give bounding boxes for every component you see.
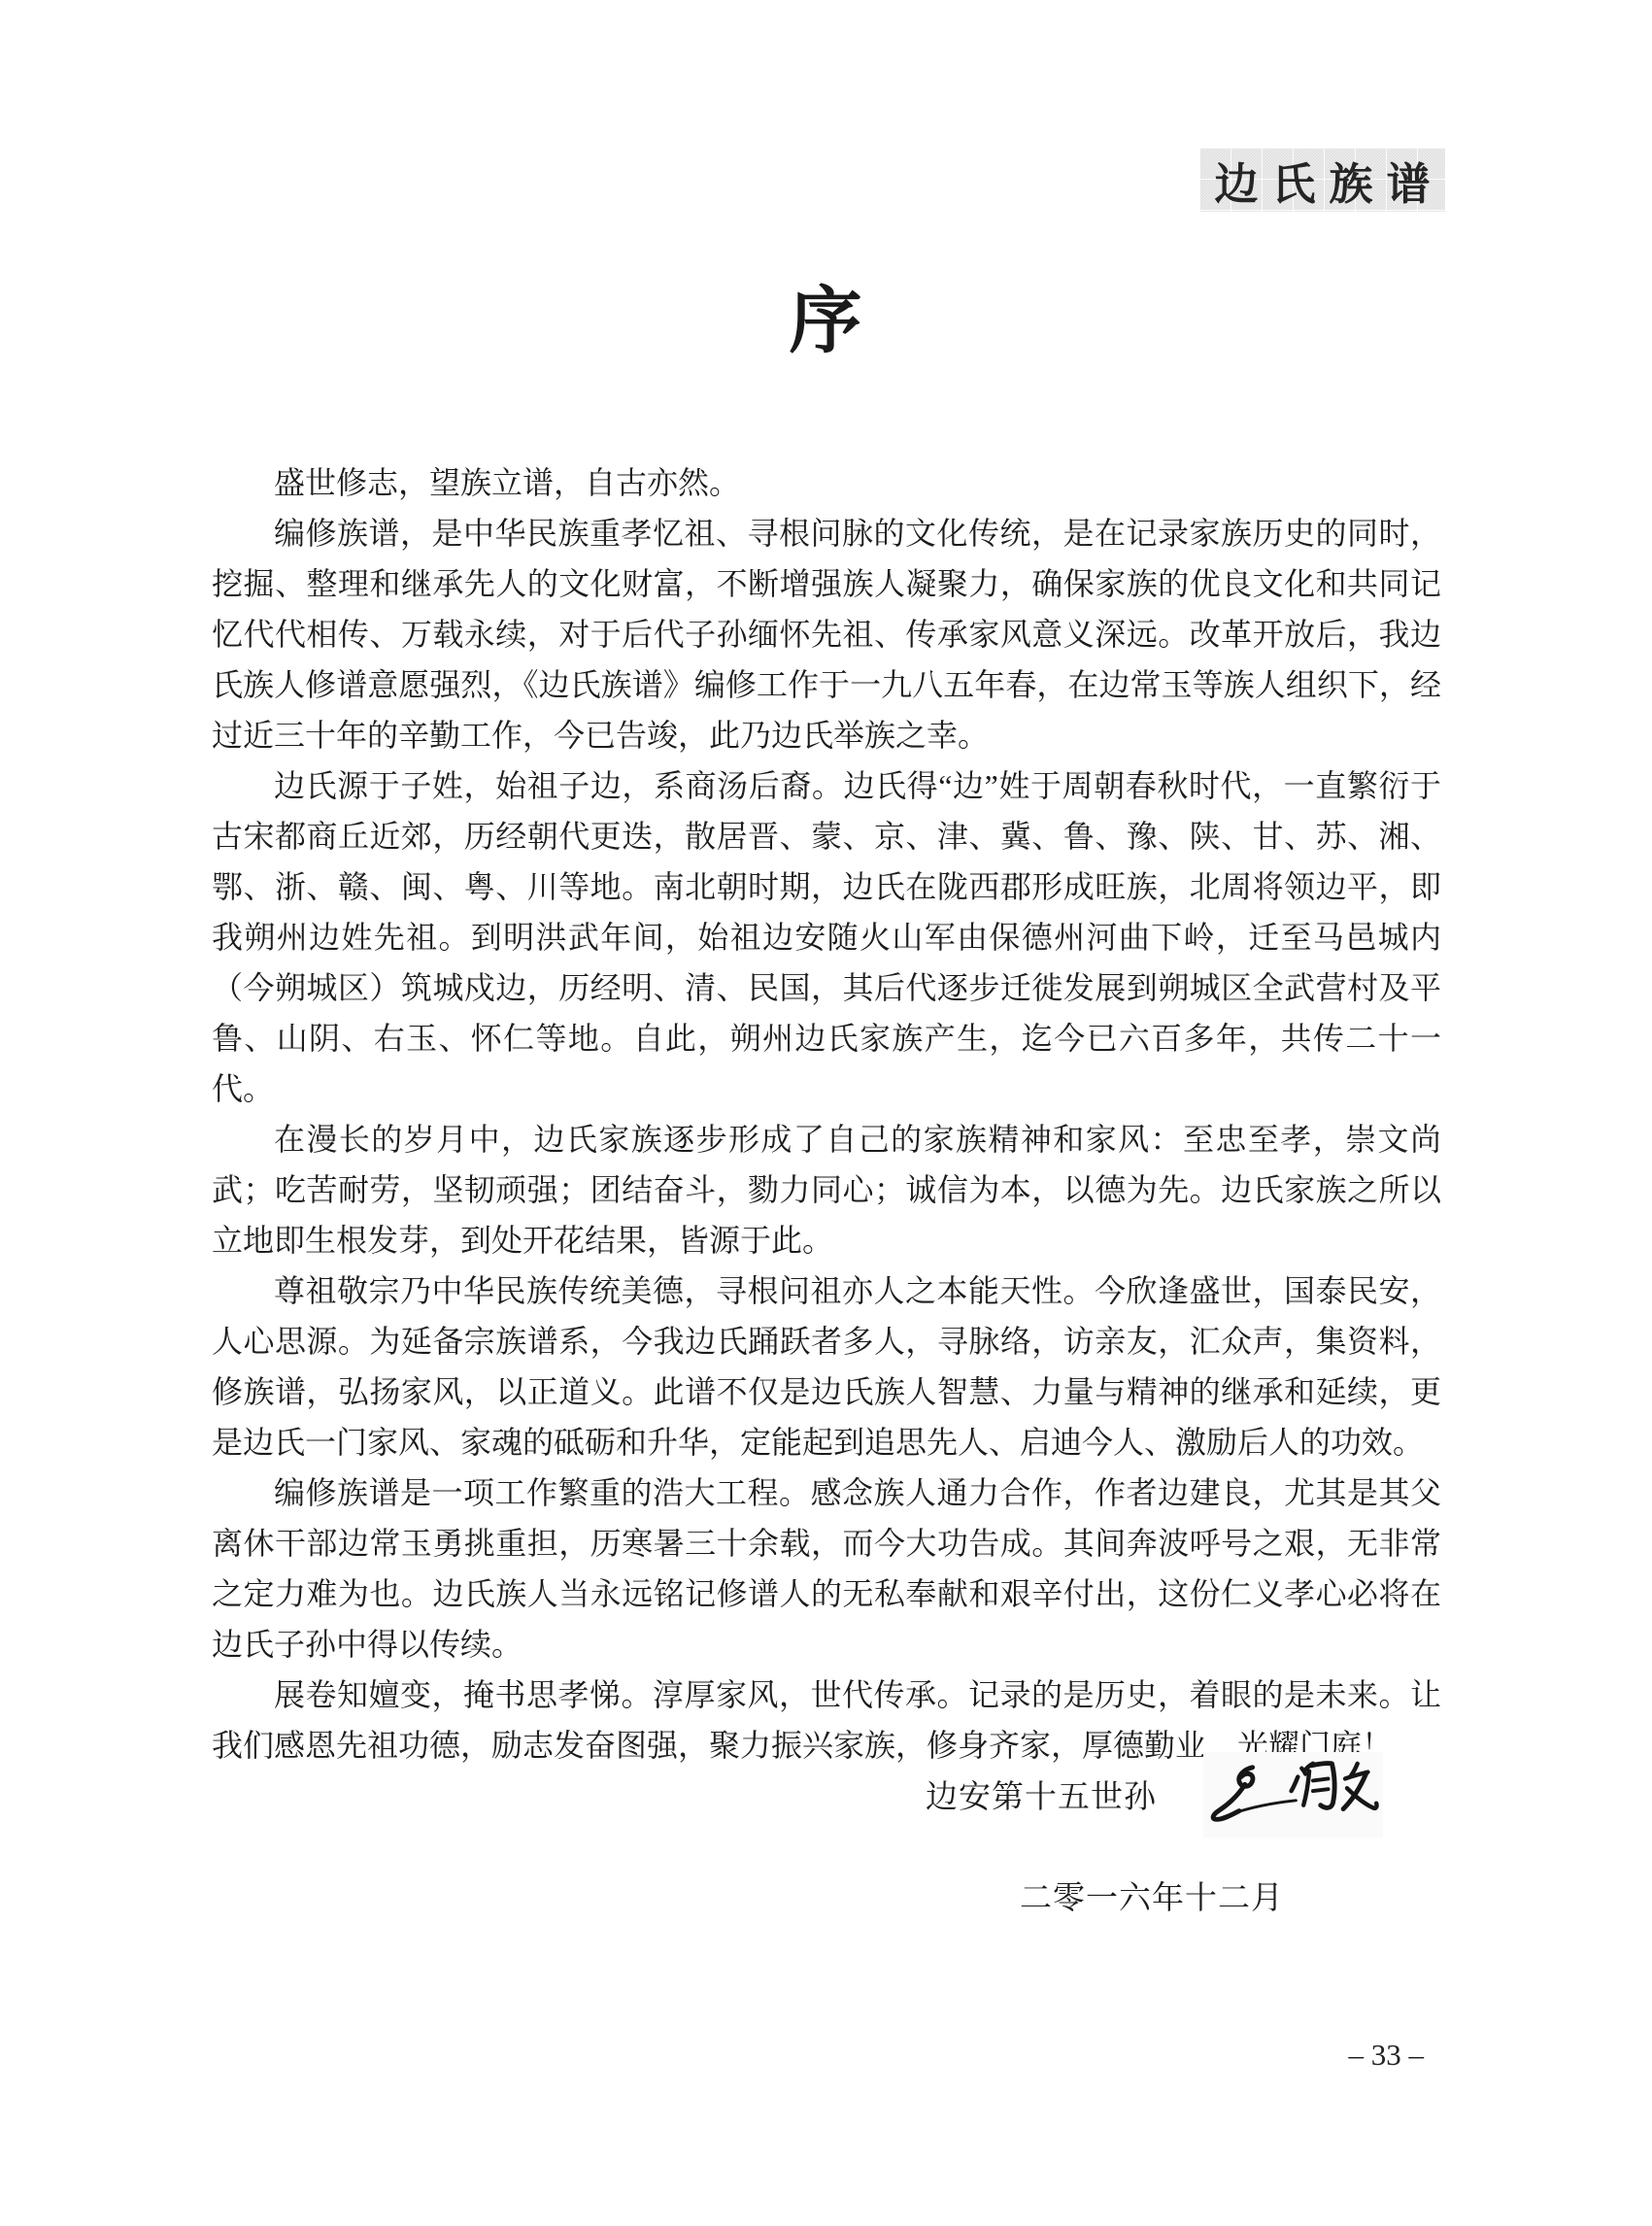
signature-row: [212, 1748, 1441, 1840]
paragraph-4: 在漫长的岁月中，边氏家族逐步形成了自己的家族精神和家风：至忠至孝，崇文尚武；吃苦耐劳，坚韧顽强；团结奋斗，勠力同心；诚信为本，以德为先。边氏家族之所以立地即生根发芽，到处开花结果，皆源于此。: [212, 1122, 1441, 1258]
paragraph-7: 展卷知嬗变，掩书思孝悌。淳厚家风，世代传承。记录的是历史，着眼的是未来。让我们感恩先祖功德，励志发奋图强，聚力振兴家族，修身齐家，厚德勤业，光耀门庭！: [212, 1677, 1441, 1763]
signature-prefix: 边安第十五世孙: [926, 1780, 1157, 1815]
paragraph-1: 盛世修志，望族立谱，自古亦然。: [274, 465, 741, 500]
page-number: – 33 –: [1348, 2038, 1424, 2072]
paragraph-5: 尊祖敬宗乃中华民族传统美德，寻根问祖亦人之本能天性。今欣逢盛世，国泰民安，人心思源。为延备宗族谱系，今我边氏踊跃者多人，寻脉络，访亲友，汇众声，集资料，修族谱，弘扬家风，以正道义。此谱不仅是边氏族人智慧、力量与精神的继承和延续，更是边氏一门家风、家魂的砥砺和升华，定能起到追思先人、启迪今人、激励后人的功效。: [212, 1273, 1441, 1460]
paragraph-2: 编修族谱，是中华民族重孝忆祖、寻根问脉的文化传统，是在记录家族历史的同时，挖掘、整理和继承先人的文化财富，不断增强族人凝聚力，确保家族的优良文化和共同记忆代代相传、万载永续，对于后代子孙缅怀先祖、传承家风意义深远。改革开放后，我边氏族人修谱意愿强烈，《边氏族谱》编修工作于一九八五年春，在边常玉等族人组织下，经过近三十年的辛勤工作，今已告竣，此乃边氏举族之幸。: [212, 516, 1441, 753]
date-text: 二零一六年十二月: [1020, 1881, 1284, 1916]
header-stamp: [1199, 148, 1445, 212]
paragraph-6: 编修族谱是一项工作繁重的浩大工程。感念族人通力合作，作者边建良，尤其是其父离休干部边常玉勇挑重担，历寒暑三十余载，而今大功告成。其间奔波呼号之艰，无非常之定力难为也。边氏族人当永远铭记修谱人的无私奉献和艰辛付出，这份仁义孝心必将在边氏子孙中得以传续。: [212, 1475, 1441, 1662]
page-title: 序: [789, 282, 864, 362]
handwritten-signature-icon: [1203, 1752, 1383, 1838]
date-row: [212, 1872, 1441, 1918]
preface-body: [212, 457, 1441, 1771]
header-stamp-text: 边氏族谱: [1214, 159, 1444, 209]
paragraph-3: 边氏源于子姓，始祖子边，系商汤后裔。边氏得“边”姓于周朝春秋时代，一直繁衍于古宋都商丘近郊，历经朝代更迭，散居晋、蒙、京、津、冀、鲁、豫、陕、甘、苏、湘、鄂、浙、赣、闽、粤、川等地。南北朝时期，边氏在陇西郡形成旺族，北周将领边平，即我朔州边姓先祖。到明洪武年间，始祖边安随火山军由保德州河曲下岭，迁至马邑城内（今朔城区）筑城戍边，历经明、清、民国，其后代逐步迁徙发展到朔城区全武营村及平鲁、山阴、右玉、怀仁等地。自此，朔州边氏家族产生，迄今已六百多年，共传二十一代。: [212, 768, 1441, 1106]
